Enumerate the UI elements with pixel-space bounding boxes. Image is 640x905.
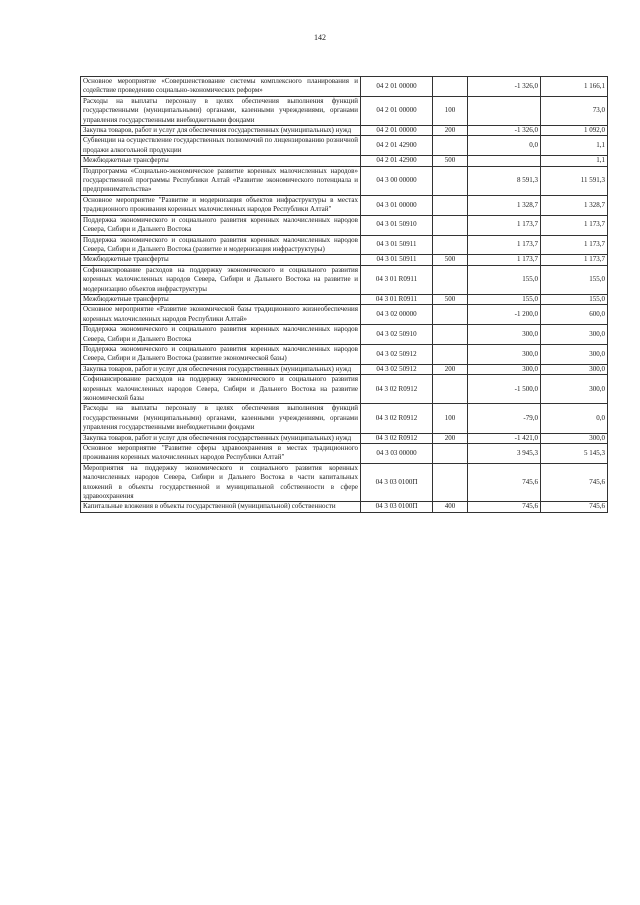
row-type-cell [433, 235, 468, 255]
budget-table [80, 76, 608, 513]
table-row [81, 195, 608, 215]
row-value-1-cell: 1 173,7 [468, 235, 541, 255]
row-code-cell: 04 2 01 42900 [361, 136, 433, 156]
row-type-cell: 500 [433, 156, 468, 166]
row-value-2-cell: 155,0 [541, 265, 608, 294]
row-value-1-cell [468, 96, 541, 125]
row-name-cell: Закупка товаров, работ и услуг для обеспечения государственных (муниципальных) нужд [81, 433, 361, 443]
row-type-cell [433, 77, 468, 97]
row-code-cell: 04 3 01 R0911 [361, 265, 433, 294]
row-value-1-cell: 300,0 [468, 344, 541, 364]
row-value-1-cell: -1 500,0 [468, 375, 541, 404]
row-type-cell [433, 344, 468, 364]
row-value-2-cell: 155,0 [541, 294, 608, 304]
row-code-cell: 04 3 02 00000 [361, 305, 433, 325]
table-row [81, 156, 608, 166]
row-value-2-cell: 1,1 [541, 136, 608, 156]
table-row [81, 404, 608, 433]
row-name-cell: Основное мероприятие "Развитие сферы здравоохранения в местах традиционного проживания коренных малочисленных народов Республики Алтай" [81, 444, 361, 464]
row-code-cell: 04 3 02 50912 [361, 364, 433, 374]
table-row [81, 344, 608, 364]
row-value-2-cell: 1 092,0 [541, 126, 608, 136]
row-type-cell [433, 444, 468, 464]
row-name-cell: Поддержка экономического и социального развития коренных малочисленных народов Севера, Сибири и Дальнего Востока [81, 215, 361, 235]
table-row [81, 235, 608, 255]
table-row [81, 265, 608, 294]
row-value-2-cell: 745,6 [541, 502, 608, 512]
row-value-2-cell: 300,0 [541, 344, 608, 364]
row-value-1-cell: -79,0 [468, 404, 541, 433]
table-row [81, 502, 608, 512]
row-code-cell: 04 3 02 R0912 [361, 404, 433, 433]
row-code-cell: 04 3 02 50910 [361, 325, 433, 345]
row-type-cell: 100 [433, 404, 468, 433]
row-code-cell: 04 2 01 00000 [361, 77, 433, 97]
row-name-cell: Поддержка экономического и социального развития коренных малочисленных народов Севера, Сибири и Дальнего Востока (развитие и модернизация инфраструктуры) [81, 235, 361, 255]
row-value-1-cell: 3 945,3 [468, 444, 541, 464]
row-code-cell: 04 3 03 0100П [361, 502, 433, 512]
row-value-2-cell: 300,0 [541, 325, 608, 345]
row-code-cell: 04 3 00 00000 [361, 166, 433, 195]
table-row [81, 126, 608, 136]
row-value-1-cell: 8 591,3 [468, 166, 541, 195]
row-name-cell: Межбюджетные трансферты [81, 156, 361, 166]
row-name-cell: Межбюджетные трансферты [81, 294, 361, 304]
row-name-cell: Расходы на выплаты персоналу в целях обеспечения выполнения функций государственными (муниципальными) органами, казенными учреждениями, органами управления государственными внебюджетными фондами [81, 404, 361, 433]
table-row [81, 463, 608, 502]
row-type-cell: 200 [433, 433, 468, 443]
table-row [81, 375, 608, 404]
row-value-1-cell: 1 173,7 [468, 255, 541, 265]
row-value-2-cell: 300,0 [541, 375, 608, 404]
row-value-1-cell: -1 326,0 [468, 77, 541, 97]
row-code-cell: 04 3 02 R0912 [361, 433, 433, 443]
row-name-cell: Поддержка экономического и социального развития коренных малочисленных народов Севера, Сибири и Дальнего Востока (развитие экономической базы) [81, 344, 361, 364]
row-value-1-cell: 1 173,7 [468, 215, 541, 235]
row-value-1-cell: 1 328,7 [468, 195, 541, 215]
row-value-1-cell: 745,6 [468, 502, 541, 512]
row-value-2-cell: 1 166,1 [541, 77, 608, 97]
row-value-2-cell: 1 173,7 [541, 255, 608, 265]
row-value-2-cell: 5 145,3 [541, 444, 608, 464]
row-code-cell: 04 3 02 50912 [361, 344, 433, 364]
row-name-cell: Софинансирование расходов на поддержку экономического и социального развития коренных малочисленных народов Севера, Сибири и Дальнего Востока на развитие экономической базы [81, 375, 361, 404]
row-value-1-cell: 300,0 [468, 364, 541, 374]
row-value-2-cell: 300,0 [541, 364, 608, 374]
row-name-cell: Межбюджетные трансферты [81, 255, 361, 265]
row-code-cell: 04 3 03 00000 [361, 444, 433, 464]
row-value-2-cell: 1 173,7 [541, 235, 608, 255]
table-row [81, 444, 608, 464]
row-code-cell: 04 3 03 0100П [361, 463, 433, 502]
table-row [81, 136, 608, 156]
row-value-2-cell: 300,0 [541, 433, 608, 443]
row-name-cell: Расходы на выплаты персоналу в целях обеспечения выполнения функций государственными (муниципальными) органами, казенными учреждениями, органами управления государственными внебюджетными фондами [81, 96, 361, 125]
row-name-cell: Софинансирование расходов на поддержку экономического и социального развития коренных малочисленных народов Севера, Сибири и Дальнего Востока на развитие и модернизацию объектов инфраструктуры [81, 265, 361, 294]
row-value-2-cell: 0,0 [541, 404, 608, 433]
row-value-2-cell: 600,0 [541, 305, 608, 325]
table-row [81, 96, 608, 125]
row-name-cell: Основное мероприятие "Развитие и модернизация объектов инфраструктуры в местах традиционного проживания коренных малочисленных народов Республики Алтай" [81, 195, 361, 215]
row-code-cell: 04 3 01 50910 [361, 215, 433, 235]
row-value-2-cell: 1,1 [541, 156, 608, 166]
row-value-2-cell: 745,6 [541, 463, 608, 502]
page-number: 142 [314, 33, 326, 42]
row-type-cell: 400 [433, 502, 468, 512]
row-type-cell [433, 325, 468, 345]
table-row [81, 325, 608, 345]
row-value-1-cell: 745,6 [468, 463, 541, 502]
row-type-cell [433, 215, 468, 235]
row-code-cell: 04 3 01 00000 [361, 195, 433, 215]
row-type-cell: 200 [433, 126, 468, 136]
row-code-cell: 04 3 01 50911 [361, 255, 433, 265]
row-type-cell [433, 265, 468, 294]
row-name-cell: Закупка товаров, работ и услуг для обеспечения государственных (муниципальных) нужд [81, 364, 361, 374]
row-value-2-cell: 1 328,7 [541, 195, 608, 215]
table-row [81, 305, 608, 325]
row-value-1-cell [468, 156, 541, 166]
row-name-cell: Субвенции на осуществление государственных полномочий по лицензированию розничной продажи алкогольной продукции [81, 136, 361, 156]
row-type-cell [433, 166, 468, 195]
row-type-cell: 100 [433, 96, 468, 125]
table-row [81, 364, 608, 374]
row-code-cell: 04 2 01 00000 [361, 96, 433, 125]
row-value-2-cell: 73,0 [541, 96, 608, 125]
table-row [81, 166, 608, 195]
row-type-cell: 500 [433, 255, 468, 265]
row-name-cell: Мероприятия на поддержку экономического и социального развития коренных малочисленных народов Севера, Сибири и Дальнего Востока в части капитальных вложений в объекты государственной и муниципальной собственности в сфере здравоохранения [81, 463, 361, 502]
row-code-cell: 04 3 01 R0911 [361, 294, 433, 304]
row-name-cell: Подпрограмма «Социально-экономическое развитие коренных малочисленных народов» государственной программы Республики Алтай «Развитие экономического потенциала и предпринимательства» [81, 166, 361, 195]
row-name-cell: Основное мероприятие «Развитие экономической базы традиционного жизнеобеспечения коренных малочисленных народов Республики Алтай» [81, 305, 361, 325]
row-code-cell: 04 2 01 00000 [361, 126, 433, 136]
row-name-cell: Основное мероприятие «Совершенствование системы комплексного планирования и содействие проведению социально-экономических реформ» [81, 77, 361, 97]
table-row [81, 433, 608, 443]
row-value-2-cell: 11 591,3 [541, 166, 608, 195]
row-name-cell: Поддержка экономического и социального развития коренных малочисленных народов Севера, Сибири и Дальнего Востока [81, 325, 361, 345]
row-type-cell: 500 [433, 294, 468, 304]
row-type-cell [433, 375, 468, 404]
row-value-1-cell: -1 421,0 [468, 433, 541, 443]
row-value-1-cell: -1 326,0 [468, 126, 541, 136]
row-code-cell: 04 3 01 50911 [361, 235, 433, 255]
row-type-cell [433, 195, 468, 215]
table-row [81, 77, 608, 97]
row-value-1-cell: 0,0 [468, 136, 541, 156]
table-row [81, 215, 608, 235]
row-value-1-cell: -1 200,0 [468, 305, 541, 325]
row-type-cell: 200 [433, 364, 468, 374]
row-value-2-cell: 1 173,7 [541, 215, 608, 235]
table-row [81, 255, 608, 265]
budget-table-body [81, 77, 608, 513]
table-row [81, 294, 608, 304]
row-name-cell: Закупка товаров, работ и услуг для обеспечения государственных (муниципальных) нужд [81, 126, 361, 136]
row-value-1-cell: 155,0 [468, 294, 541, 304]
row-code-cell: 04 3 02 R0912 [361, 375, 433, 404]
row-code-cell: 04 2 01 42900 [361, 156, 433, 166]
row-value-1-cell: 155,0 [468, 265, 541, 294]
row-type-cell [433, 136, 468, 156]
row-type-cell [433, 463, 468, 502]
row-type-cell [433, 305, 468, 325]
row-name-cell: Капитальные вложения в объекты государственной (муниципальной) собственности [81, 502, 361, 512]
row-value-1-cell: 300,0 [468, 325, 541, 345]
